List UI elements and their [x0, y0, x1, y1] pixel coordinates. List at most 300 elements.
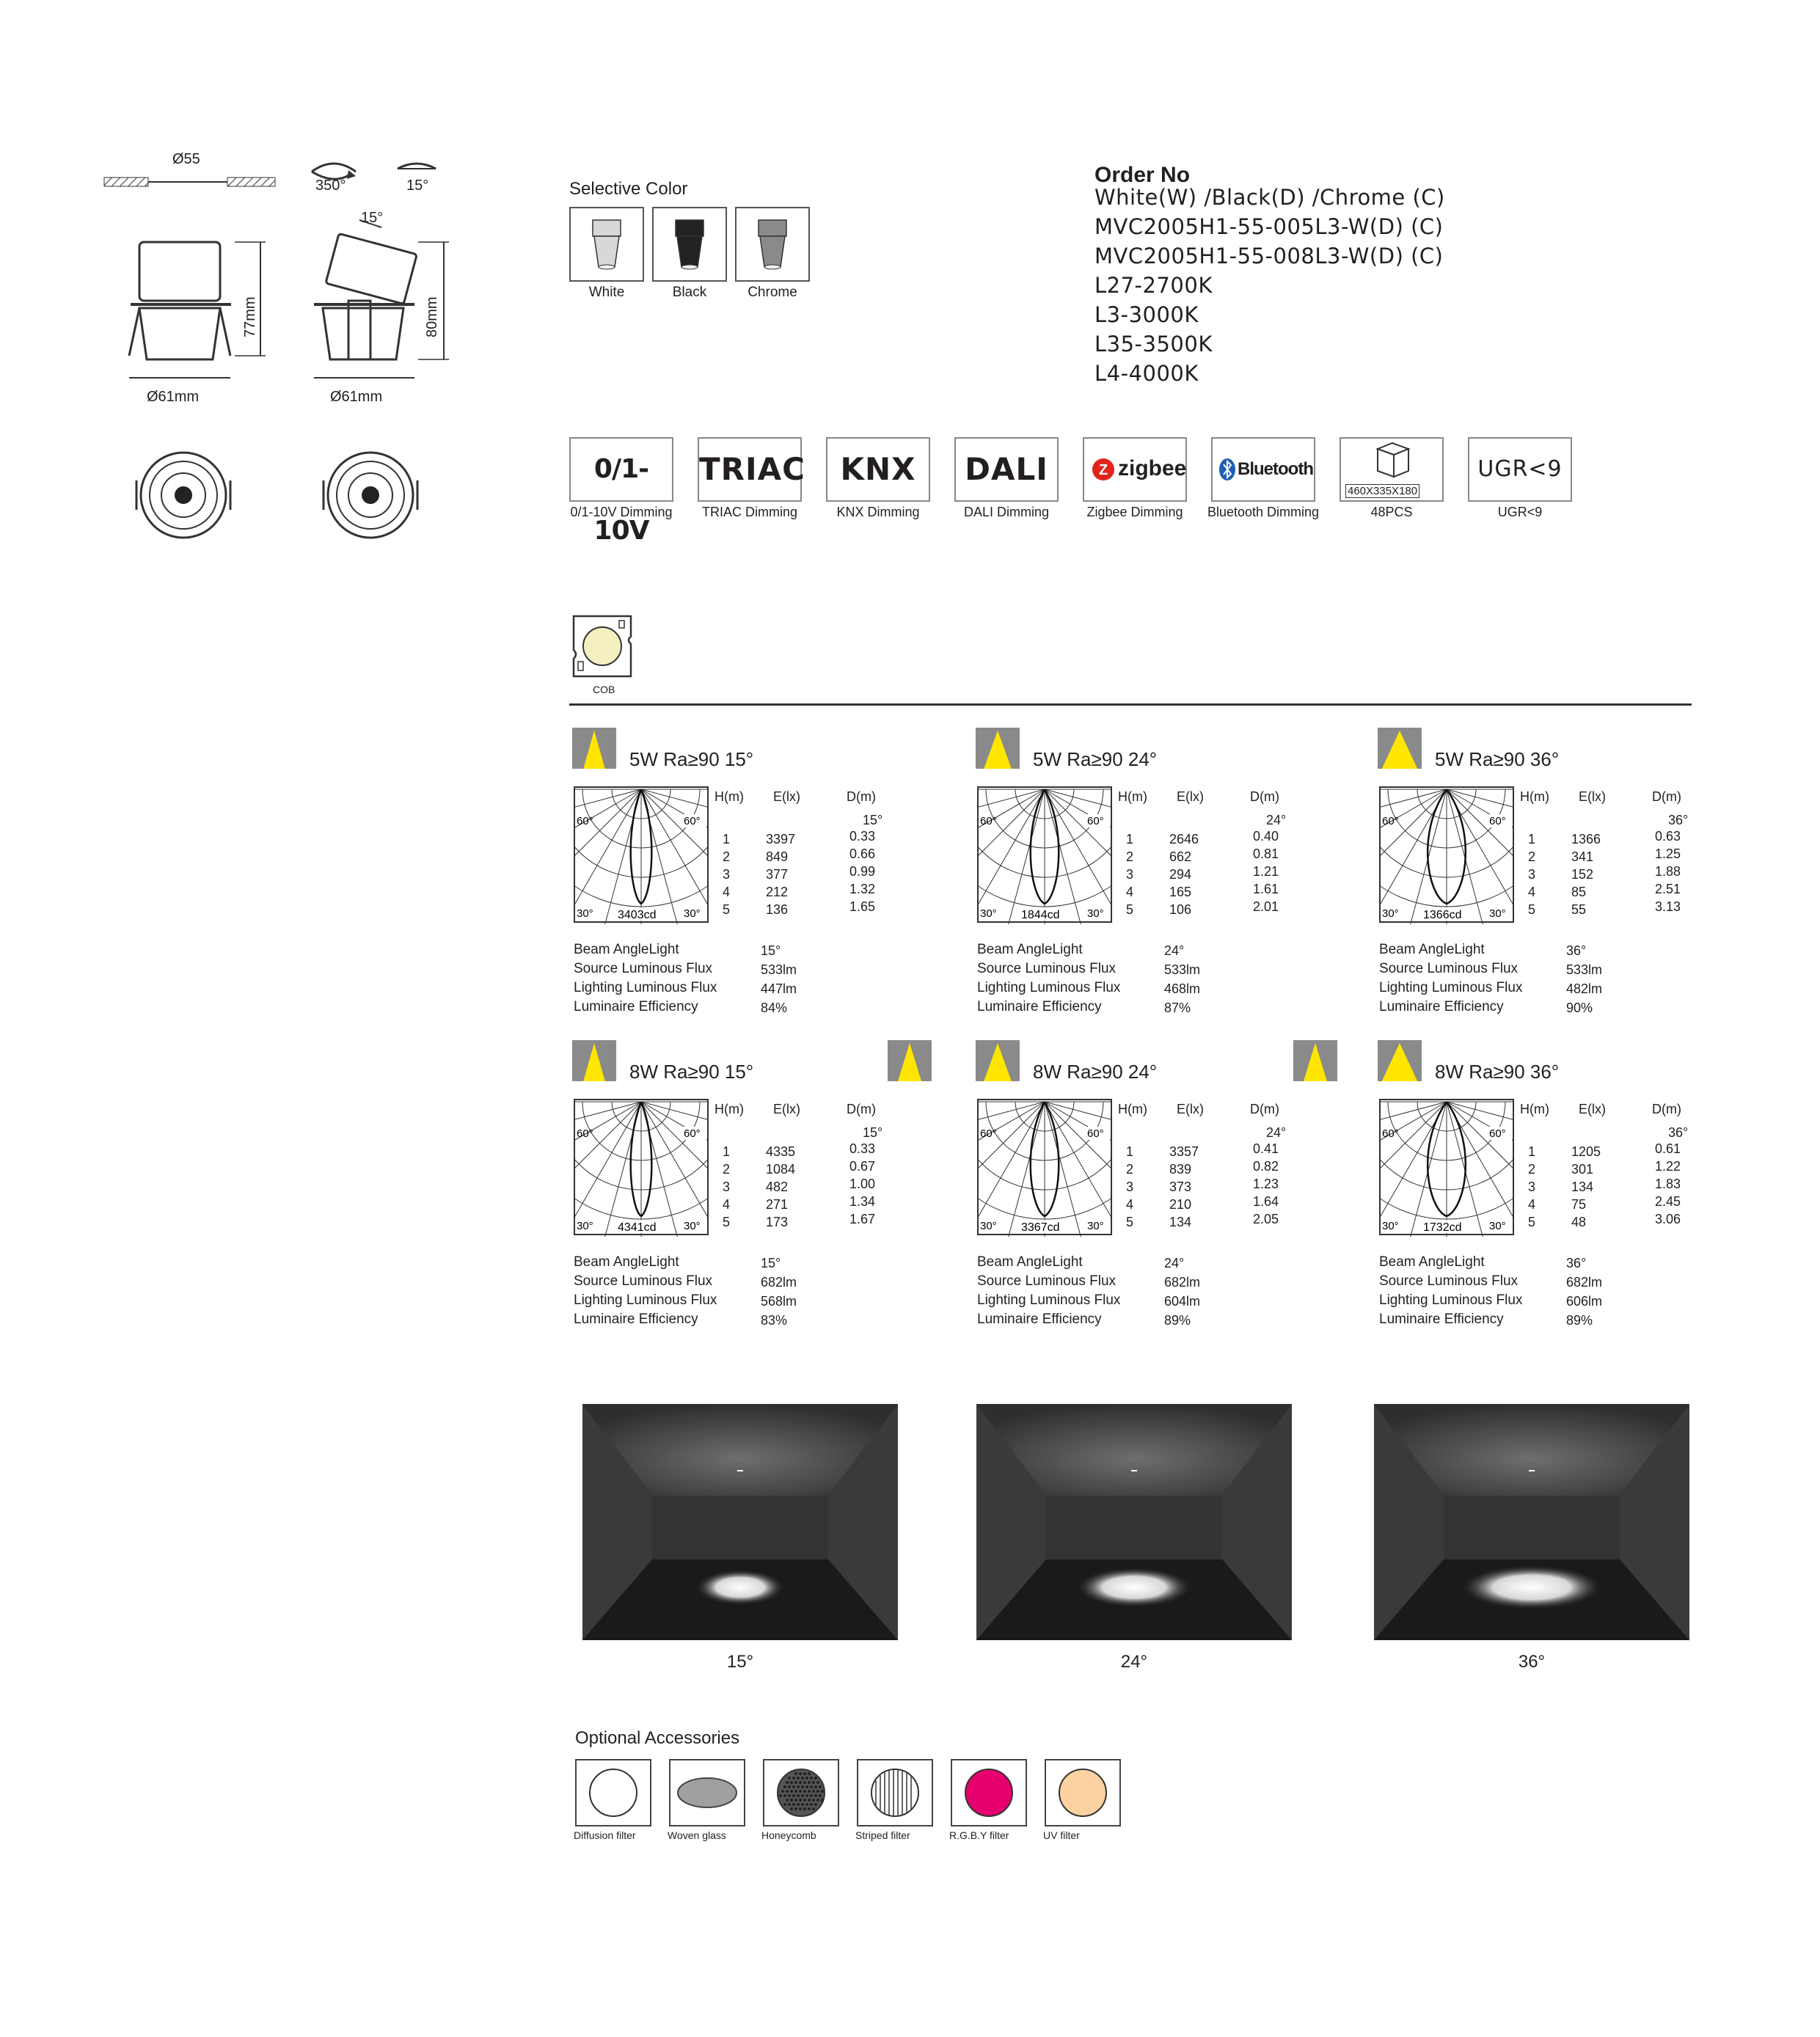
- row-h: 2: [722, 1162, 730, 1177]
- photometric-panel: [973, 1040, 1354, 1334]
- row-d: 0.81: [1253, 846, 1279, 861]
- row-h: 2: [1527, 1162, 1535, 1177]
- illuminance-table: [1520, 1102, 1755, 1248]
- feature-zigbee-icon: [1083, 437, 1187, 502]
- color-label: Chrome: [748, 285, 797, 300]
- row-d: 1.00: [849, 1177, 876, 1191]
- cob-label: COB: [593, 684, 615, 695]
- polar-30-label: 30°: [577, 1220, 593, 1232]
- order-line: L27-2700K: [1094, 273, 1213, 298]
- spec-label-lighting: Lighting Luminous Flux: [574, 1292, 717, 1308]
- luminaire-spec: [1379, 942, 1643, 1023]
- row-e: 4335: [766, 1144, 796, 1159]
- color-swatch-white[interactable]: [569, 207, 644, 282]
- row-d: 2.05: [1253, 1212, 1279, 1226]
- row-h: 3: [1527, 867, 1535, 882]
- luminaire-spec: [574, 1254, 838, 1335]
- color-swatch-chrome[interactable]: [735, 207, 810, 282]
- spec-label-source: Source Luminous Flux: [574, 1273, 713, 1289]
- polar-30-label: 30°: [684, 1220, 701, 1232]
- feature-knx: [826, 437, 930, 502]
- row-e: 75: [1571, 1197, 1587, 1212]
- col-header-e: E(lx): [1177, 789, 1204, 804]
- polar-30-label: 30°: [1087, 907, 1104, 920]
- row-e: 373: [1169, 1180, 1192, 1194]
- peak-intensity: 4341cd: [618, 1221, 657, 1234]
- spec-value-lighting: 568lm: [761, 1294, 797, 1309]
- order-line: MVC2005H1-55-005L3-W(D) (C): [1094, 214, 1444, 239]
- row-h: 2: [722, 849, 730, 864]
- dia-a-label: Ø61mm: [147, 389, 200, 405]
- col-header-e: E(lx): [1579, 789, 1606, 804]
- col-header-d: D(m): [847, 789, 876, 804]
- spec-value-lighting: 606lm: [1566, 1294, 1603, 1309]
- row-e: 341: [1571, 849, 1594, 864]
- row-e: 3357: [1169, 1144, 1199, 1159]
- scene-label: 15°: [726, 1652, 754, 1672]
- beam-scene-2: [976, 1404, 1292, 1640]
- row-e: 2646: [1169, 832, 1199, 846]
- photometric-title: 5W Ra≥90 15°: [629, 748, 754, 770]
- row-h: 1: [722, 1144, 730, 1159]
- polar-30-label: 30°: [577, 907, 593, 920]
- row-e: 85: [1571, 885, 1587, 899]
- polar-30-label: 30°: [980, 907, 997, 920]
- accessory-label: Honeycomb: [761, 1829, 816, 1841]
- peak-intensity: 3403cd: [618, 909, 657, 921]
- tilt-top-label: 15°: [361, 210, 384, 226]
- d-angle: 36°: [1668, 813, 1689, 827]
- row-e: 173: [766, 1215, 789, 1229]
- polar-30-label: 30°: [1489, 1220, 1506, 1232]
- polar-curve-chart: [1379, 786, 1514, 924]
- row-h: 4: [1125, 885, 1133, 899]
- row-e: 152: [1571, 867, 1594, 882]
- dia-b-label: Ø61mm: [330, 389, 383, 405]
- spec-label-source: Source Luminous Flux: [977, 1273, 1117, 1289]
- spec-label-beam: Beam AngleLight: [977, 1254, 1083, 1270]
- polar-30-label: 30°: [980, 1220, 997, 1232]
- photometric-panel: [569, 728, 951, 1021]
- row-d: 1.32: [849, 882, 876, 896]
- row-h: 4: [1527, 1197, 1535, 1212]
- feature-text: UGR<9: [1477, 456, 1563, 482]
- illuminance-table: [715, 789, 949, 936]
- spec-label-eff: Luminaire Efficiency: [1379, 999, 1504, 1014]
- col-header-e: E(lx): [773, 1102, 800, 1116]
- row-e: 48: [1571, 1215, 1587, 1229]
- row-d: 0.33: [849, 829, 876, 844]
- col-header-h: H(m): [1520, 789, 1549, 804]
- polar-curve-chart: [1379, 1099, 1514, 1237]
- d-angle: 36°: [1668, 1125, 1689, 1140]
- rotate-label: 350°: [315, 178, 346, 194]
- spec-label-lighting: Lighting Luminous Flux: [977, 980, 1121, 995]
- row-d: 0.41: [1253, 1141, 1279, 1156]
- row-h: 5: [1527, 902, 1535, 917]
- spec-label-eff: Luminaire Efficiency: [977, 999, 1102, 1014]
- polar-curve-chart: [574, 786, 709, 924]
- row-d: 1.22: [1655, 1159, 1681, 1174]
- polar-curve-chart: [977, 1099, 1112, 1237]
- spec-label-beam: Beam AngleLight: [1379, 1254, 1485, 1270]
- beam-angle-icon: [572, 728, 616, 772]
- spec-value-eff: 83%: [761, 1313, 788, 1328]
- row-h: 1: [1527, 1144, 1535, 1159]
- col-header-d: D(m): [1652, 789, 1681, 804]
- svg-text:Z: Z: [1099, 462, 1108, 478]
- row-h: 1: [1125, 832, 1133, 846]
- spec-label-lighting: Lighting Luminous Flux: [1379, 1292, 1523, 1308]
- spec-value-beam: 36°: [1566, 943, 1587, 958]
- feature-label: Zigbee Dimming: [1086, 505, 1183, 519]
- row-d: 1.67: [849, 1212, 876, 1226]
- spec-value-source: 533lm: [1164, 962, 1201, 977]
- peak-intensity: 3367cd: [1021, 1221, 1060, 1234]
- row-h: 2: [1527, 849, 1535, 864]
- polar-60-label: 60°: [1489, 815, 1506, 827]
- row-e: 134: [1571, 1180, 1594, 1194]
- spec-value-eff: 87%: [1164, 1001, 1191, 1015]
- photometric-panel: [1375, 1040, 1756, 1334]
- row-e: 55: [1571, 902, 1587, 917]
- polar-60-label: 60°: [684, 815, 701, 827]
- row-d: 1.25: [1655, 846, 1681, 861]
- side-view-fixed: [125, 235, 286, 381]
- col-header-d: D(m): [847, 1102, 876, 1116]
- spec-value-lighting: 447lm: [761, 981, 797, 996]
- spec-value-source: 533lm: [761, 962, 797, 977]
- row-h: 1: [722, 832, 730, 846]
- feature-ugr9: [1468, 437, 1572, 502]
- row-e: 271: [766, 1197, 789, 1212]
- beam-scene-1: [582, 1404, 898, 1640]
- spec-value-beam: 15°: [761, 943, 781, 958]
- row-h: 3: [722, 867, 730, 882]
- accessory-label: Woven glass: [668, 1829, 726, 1841]
- luminaire-spec: [977, 1254, 1241, 1335]
- spec-value-eff: 84%: [761, 1001, 788, 1015]
- spec-label-source: Source Luminous Flux: [1379, 1273, 1519, 1289]
- spec-value-source: 682lm: [1164, 1275, 1201, 1290]
- row-d: 0.67: [849, 1159, 876, 1174]
- beam-angle-icon: [1378, 728, 1422, 772]
- row-e: 662: [1169, 849, 1192, 864]
- row-h: 4: [1527, 885, 1535, 899]
- row-e: 294: [1169, 867, 1192, 882]
- feature-bluetooth-icon: [1211, 437, 1315, 502]
- row-d: 1.23: [1253, 1177, 1279, 1191]
- feature-text: KNX: [840, 451, 916, 487]
- spec-label-eff: Luminaire Efficiency: [574, 1312, 698, 1327]
- spec-value-source: 682lm: [761, 1275, 797, 1290]
- row-d: 3.06: [1655, 1212, 1681, 1226]
- polar-60-label: 60°: [980, 1127, 997, 1140]
- spec-value-lighting: 468lm: [1164, 981, 1201, 996]
- accessory-striped-filter: [857, 1759, 933, 1826]
- row-e: 849: [766, 849, 789, 864]
- photometric-title: 8W Ra≥90 36°: [1435, 1061, 1560, 1083]
- feature-box-icon: [1340, 437, 1444, 502]
- spec-label-eff: Luminaire Efficiency: [1379, 1312, 1504, 1327]
- feature-label: Bluetooth Dimming: [1207, 505, 1320, 519]
- order-line: MVC2005H1-55-008L3-W(D) (C): [1094, 244, 1444, 268]
- spec-label-source: Source Luminous Flux: [574, 961, 713, 976]
- front-view-a: [132, 444, 235, 546]
- feature-triac: [698, 437, 805, 502]
- row-h: 5: [1125, 1215, 1133, 1229]
- feature-text: TRIAC: [699, 451, 805, 487]
- order-line: L35-3500K: [1094, 332, 1213, 356]
- section-divider: [569, 703, 1692, 706]
- beam-angle-icon: [1293, 1040, 1337, 1084]
- peak-intensity: 1844cd: [1021, 909, 1060, 921]
- tilt-icon: [395, 158, 439, 173]
- accessory-woven-glass: [669, 1759, 745, 1826]
- polar-60-label: 60°: [1382, 815, 1399, 827]
- photometric-title: 5W Ra≥90 36°: [1435, 748, 1560, 770]
- d-angle: 24°: [1266, 813, 1287, 827]
- accessory-label: UV filter: [1043, 1829, 1080, 1841]
- photometric-panel: [1375, 728, 1756, 1021]
- technical-drawings: [95, 147, 477, 557]
- row-d: 0.66: [849, 846, 876, 861]
- peak-intensity: 1732cd: [1423, 1221, 1462, 1234]
- row-e: 212: [766, 885, 789, 899]
- polar-60-label: 60°: [1087, 815, 1104, 827]
- accessory-label: Striped filter: [855, 1829, 910, 1841]
- beam-angle-icon: [976, 728, 1020, 772]
- row-h: 5: [722, 902, 730, 917]
- spec-value-eff: 89%: [1566, 1313, 1593, 1328]
- tilt-label: 15°: [406, 178, 429, 194]
- row-e: 106: [1169, 902, 1192, 917]
- feature-label: 48PCS: [1370, 505, 1413, 519]
- col-header-e: E(lx): [1579, 1102, 1606, 1116]
- polar-60-label: 60°: [684, 1127, 701, 1140]
- polar-30-label: 30°: [684, 907, 701, 920]
- side-view-tilted: [308, 213, 469, 381]
- accessory-label: R.G.B.Y filter: [949, 1829, 1009, 1841]
- row-d: 0.63: [1655, 829, 1681, 844]
- polar-curve-chart: [574, 1099, 709, 1237]
- feature-text: 0/1-10V: [593, 454, 649, 546]
- spec-value-source: 533lm: [1566, 962, 1603, 977]
- row-d: 1.65: [849, 899, 876, 914]
- spec-value-beam: 24°: [1164, 943, 1185, 958]
- row-e: 136: [766, 902, 789, 917]
- spec-value-lighting: 482lm: [1566, 981, 1603, 996]
- row-h: 4: [1125, 1197, 1133, 1212]
- accessory-uv-filter: [1045, 1759, 1121, 1826]
- polar-curve-chart: [977, 786, 1112, 924]
- col-header-h: H(m): [715, 1102, 744, 1116]
- spec-label-lighting: Lighting Luminous Flux: [574, 980, 717, 995]
- row-e: 482: [766, 1180, 789, 1194]
- feature-label: TRIAC Dimming: [701, 505, 797, 519]
- selective-color-title: Selective Color: [569, 179, 688, 199]
- accessory-honeycomb: [763, 1759, 839, 1826]
- row-h: 5: [722, 1215, 730, 1229]
- row-h: 5: [1125, 902, 1133, 917]
- row-e: 3397: [766, 832, 796, 846]
- row-h: 2: [1125, 849, 1133, 864]
- row-e: 210: [1169, 1197, 1192, 1212]
- col-header-e: E(lx): [773, 789, 800, 804]
- row-d: 3.13: [1655, 899, 1681, 914]
- spec-value-eff: 89%: [1164, 1313, 1191, 1328]
- spec-label-beam: Beam AngleLight: [574, 942, 679, 957]
- peak-intensity: 1366cd: [1423, 909, 1462, 921]
- order-line: L4-4000K: [1094, 361, 1199, 386]
- spec-value-beam: 36°: [1566, 1256, 1587, 1270]
- row-h: 5: [1527, 1215, 1535, 1229]
- row-d: 0.33: [849, 1141, 876, 1156]
- color-label: Black: [672, 285, 707, 300]
- row-e: 1205: [1571, 1144, 1601, 1159]
- illuminance-table: [715, 1102, 949, 1248]
- row-d: 1.64: [1253, 1194, 1279, 1209]
- polar-30-label: 30°: [1382, 907, 1399, 920]
- col-header-d: D(m): [1652, 1102, 1681, 1116]
- cutout-label: Ø55: [172, 151, 200, 167]
- cob-icon: [569, 615, 635, 681]
- feature-label: 0/1-10V Dimming: [570, 505, 673, 519]
- row-d: 0.61: [1655, 1141, 1681, 1156]
- spec-label-lighting: Lighting Luminous Flux: [1379, 980, 1523, 995]
- spec-label-lighting: Lighting Luminous Flux: [977, 1292, 1121, 1308]
- feature-text: DALI: [965, 451, 1048, 487]
- polar-30-label: 30°: [1382, 1220, 1399, 1232]
- row-e: 1084: [766, 1162, 796, 1177]
- spec-value-eff: 90%: [1566, 1001, 1593, 1015]
- row-d: 2.45: [1655, 1194, 1681, 1209]
- photometric-title: 5W Ra≥90 24°: [1033, 748, 1158, 770]
- accessory-r-g-b-y-filter: [951, 1759, 1027, 1826]
- row-d: 1.88: [1655, 864, 1681, 879]
- accessory-label: Diffusion filter: [574, 1829, 636, 1841]
- polar-60-label: 60°: [980, 815, 997, 827]
- polar-60-label: 60°: [1489, 1127, 1506, 1140]
- row-h: 3: [722, 1180, 730, 1194]
- luminaire-spec: [574, 942, 838, 1023]
- spec-value-lighting: 604lm: [1164, 1294, 1201, 1309]
- polar-60-label: 60°: [1382, 1127, 1399, 1140]
- luminaire-spec: [1379, 1254, 1643, 1335]
- spec-value-beam: 24°: [1164, 1256, 1185, 1270]
- scene-label: 24°: [1120, 1652, 1148, 1672]
- luminaire-spec: [977, 942, 1241, 1023]
- order-title: Order No: [1094, 163, 1191, 187]
- spec-label-beam: Beam AngleLight: [977, 942, 1083, 957]
- row-d: 1.61: [1253, 882, 1279, 896]
- order-line: White(W) /Black(D) /Chrome (C): [1094, 185, 1445, 210]
- col-header-h: H(m): [1118, 789, 1147, 804]
- spec-value-beam: 15°: [761, 1256, 781, 1270]
- row-h: 3: [1125, 867, 1133, 882]
- feature-label: KNX Dimming: [836, 505, 920, 519]
- color-label: White: [588, 285, 625, 300]
- row-e: 134: [1169, 1215, 1192, 1229]
- feature-dali: [954, 437, 1059, 502]
- polar-60-label: 60°: [1087, 1127, 1104, 1140]
- spec-label-beam: Beam AngleLight: [574, 1254, 679, 1270]
- row-d: 0.99: [849, 864, 876, 879]
- photometric-panel: [973, 728, 1354, 1021]
- spec-label-eff: Luminaire Efficiency: [574, 999, 698, 1014]
- row-h: 1: [1125, 1144, 1133, 1159]
- polar-60-label: 60°: [577, 1127, 593, 1140]
- row-h: 2: [1125, 1162, 1133, 1177]
- order-line: L3-3000K: [1094, 302, 1199, 327]
- polar-30-label: 30°: [1489, 907, 1506, 920]
- scene-label: 36°: [1518, 1652, 1546, 1672]
- col-header-d: D(m): [1250, 1102, 1279, 1116]
- row-d: 1.83: [1655, 1177, 1681, 1191]
- row-h: 1: [1527, 832, 1535, 846]
- box-dimensions: 460X335X180: [1345, 484, 1419, 498]
- col-header-e: E(lx): [1177, 1102, 1204, 1116]
- accessories-title: Optional Accessories: [575, 1728, 740, 1748]
- row-d: 0.40: [1253, 829, 1279, 844]
- feature-label: UGR<9: [1497, 505, 1543, 519]
- beam-angle-icon: [572, 1040, 616, 1084]
- row-h: 4: [722, 1197, 730, 1212]
- col-header-h: H(m): [1520, 1102, 1549, 1116]
- row-e: 839: [1169, 1162, 1192, 1177]
- beam-angle-icon: [888, 1040, 932, 1084]
- photometric-title: 8W Ra≥90 15°: [629, 1061, 754, 1083]
- col-header-d: D(m): [1250, 789, 1279, 804]
- beam-scene-3: [1374, 1404, 1689, 1640]
- row-d: 1.21: [1253, 864, 1279, 879]
- spec-value-source: 682lm: [1566, 1275, 1603, 1290]
- spec-label-source: Source Luminous Flux: [1379, 961, 1519, 976]
- beam-angle-icon: [976, 1040, 1020, 1084]
- d-angle: 15°: [863, 813, 883, 827]
- row-d: 1.34: [849, 1194, 876, 1209]
- height-a-label: 77mm: [242, 296, 258, 337]
- spec-label-eff: Luminaire Efficiency: [977, 1312, 1102, 1327]
- row-h: 3: [1125, 1180, 1133, 1194]
- polar-30-label: 30°: [1087, 1220, 1104, 1232]
- row-d: 2.51: [1655, 882, 1681, 896]
- illuminance-table: [1118, 1102, 1353, 1248]
- col-header-h: H(m): [715, 789, 744, 804]
- bluetooth-text: Bluetooth: [1238, 459, 1313, 479]
- row-e: 1366: [1571, 832, 1601, 846]
- photometric-panel: [569, 1040, 951, 1334]
- polar-60-label: 60°: [577, 815, 593, 827]
- d-angle: 24°: [1266, 1125, 1287, 1140]
- feature-label: DALI Dimming: [963, 505, 1050, 519]
- illuminance-table: [1520, 789, 1755, 936]
- col-header-h: H(m): [1118, 1102, 1147, 1116]
- row-h: 3: [1527, 1180, 1535, 1194]
- row-e: 301: [1571, 1162, 1594, 1177]
- spec-label-beam: Beam AngleLight: [1379, 942, 1485, 957]
- row-d: 2.01: [1253, 899, 1279, 914]
- spec-label-source: Source Luminous Flux: [977, 961, 1117, 976]
- row-h: 4: [722, 885, 730, 899]
- zigbee-text: zigbee: [1118, 456, 1187, 480]
- color-swatch-black[interactable]: [652, 207, 727, 282]
- row-d: 0.82: [1253, 1159, 1279, 1174]
- beam-angle-icon: [1378, 1040, 1422, 1084]
- height-b-label: 80mm: [424, 296, 440, 337]
- d-angle: 15°: [863, 1125, 883, 1140]
- accessory-diffusion-filter: [575, 1759, 651, 1826]
